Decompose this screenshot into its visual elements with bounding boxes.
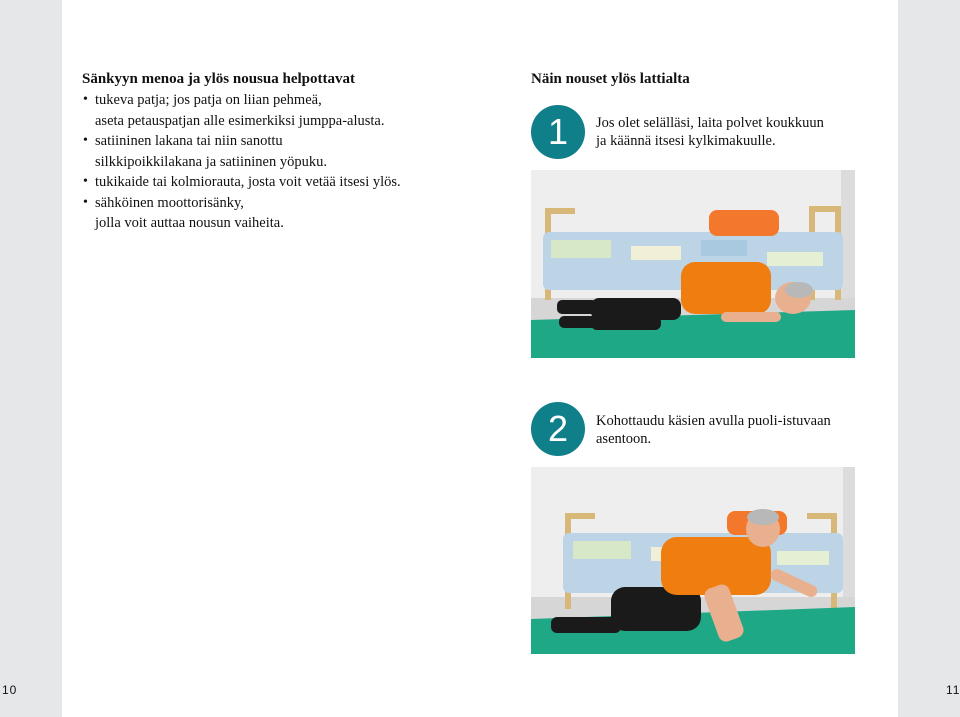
step-1-line: ja käännä itsesi kylkimakuulle.: [596, 133, 776, 149]
list-item: [82, 90, 422, 131]
bullet-line: silkkipoikkilakana ja satiininen yöpuku.: [95, 153, 327, 170]
bullet-line: • satiininen lakana tai niin sanottu: [95, 133, 283, 149]
list-item: [82, 193, 422, 234]
step-1-text: [596, 114, 866, 150]
bullet-line: jolla voit auttaa nousun vaiheita.: [95, 215, 284, 231]
left-section: [82, 70, 422, 234]
page-number-right: 11: [946, 683, 960, 697]
page-number-left: 10: [2, 683, 18, 697]
bullet-line: • tukikaide tai kolmiorauta, josta voit vetää itsesi ylös.: [95, 174, 401, 190]
photo-illustration: [531, 170, 855, 358]
step-2-line: asentoon.: [596, 431, 652, 447]
step-1-line: Jos olet selälläsi, laita polvet koukkuun: [596, 115, 824, 131]
photo-lying-on-side: [531, 170, 855, 358]
step-2-badge: 2: [531, 402, 585, 456]
bullet-line: • tukeva patja; jos patja on liian pehmeä,: [95, 92, 322, 108]
photo-half-sitting: [531, 467, 855, 654]
bullet-list: [82, 90, 422, 234]
right-heading: Näin nouset ylös lattialta: [531, 71, 690, 87]
list-item: [82, 172, 422, 193]
photo-illustration: [531, 467, 855, 654]
bullet-line: aseta petauspatjan alle esimerkiksi jumppa-alusta.: [95, 112, 385, 129]
step-2-line: Kohottaudu käsien avulla puoli-istuvaan: [596, 413, 831, 429]
step-1-badge: 1: [531, 105, 585, 159]
left-heading: Sänkyyn menoa ja ylös nousua helpottavat: [82, 71, 355, 87]
list-item: [82, 131, 422, 172]
bullet-line: • sähköinen moottorisänky,: [95, 194, 244, 211]
step-2-text: [596, 412, 866, 448]
